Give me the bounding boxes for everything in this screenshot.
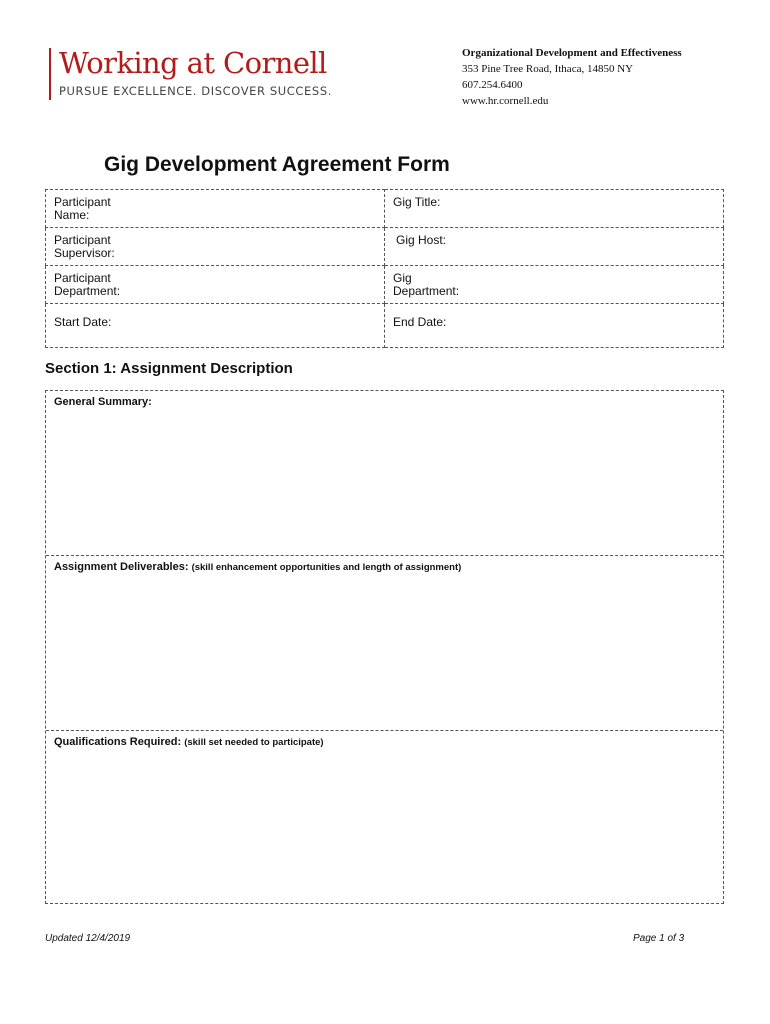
- org-phone: 607.254.6400: [462, 79, 523, 91]
- assignment-deliverables-hint: (skill enhancement opportunities and length of assignment): [191, 562, 462, 573]
- gig-title-field[interactable]: [385, 190, 724, 228]
- org-website: www.hr.cornell.edu: [462, 95, 549, 107]
- gig-host-field[interactable]: [385, 228, 724, 266]
- logo-tagline: PURSUE EXCELLENCE. DISCOVER SUCCESS.: [59, 84, 332, 98]
- section-1-title: Section 1: Assignment Description: [45, 360, 293, 377]
- general-summary-field[interactable]: [46, 391, 723, 555]
- assignment-deliverables-field[interactable]: [46, 555, 723, 730]
- start-date-field[interactable]: [46, 304, 385, 348]
- participant-supervisor-label: Participant Supervisor:: [54, 233, 115, 260]
- logo-accent-bar: [49, 48, 51, 100]
- qualifications-required-field[interactable]: [46, 730, 723, 903]
- assignment-description-box: [45, 390, 724, 904]
- org-name: Organizational Development and Effectiveness: [462, 47, 682, 59]
- gig-title-label: Gig Title:: [393, 195, 441, 209]
- participant-department-field[interactable]: [46, 266, 385, 304]
- end-date-label: End Date:: [393, 315, 447, 329]
- qualifications-required-hint: (skill set needed to participate): [184, 737, 324, 748]
- footer-updated-date: Updated 12/4/2019: [45, 933, 131, 944]
- qualifications-required-label: Qualifications Required:: [54, 736, 182, 748]
- assignment-deliverables-label: Assignment Deliverables:: [54, 561, 189, 573]
- org-contact-block: [462, 45, 682, 109]
- gig-department-field[interactable]: [385, 266, 724, 304]
- gig-host-label: Gig Host:: [396, 233, 447, 247]
- participant-department-label: Participant Department:: [54, 271, 121, 298]
- footer-page-number: Page 1 of 3: [633, 933, 685, 944]
- participant-supervisor-field[interactable]: [46, 228, 385, 266]
- start-date-label: Start Date:: [54, 315, 112, 329]
- participant-name-label: Participant Name:: [54, 195, 111, 222]
- org-address: 353 Pine Tree Road, Ithaca, 14850 NY: [462, 63, 634, 75]
- form-title: Gig Development Agreement Form: [104, 153, 450, 176]
- end-date-field[interactable]: [385, 304, 724, 348]
- participant-name-field[interactable]: [46, 190, 385, 228]
- gig-department-label: Gig Department:: [393, 271, 460, 298]
- logo-name: Working at Cornell: [59, 46, 327, 80]
- general-summary-label: General Summary:: [54, 396, 152, 408]
- participant-info-table: [45, 189, 724, 348]
